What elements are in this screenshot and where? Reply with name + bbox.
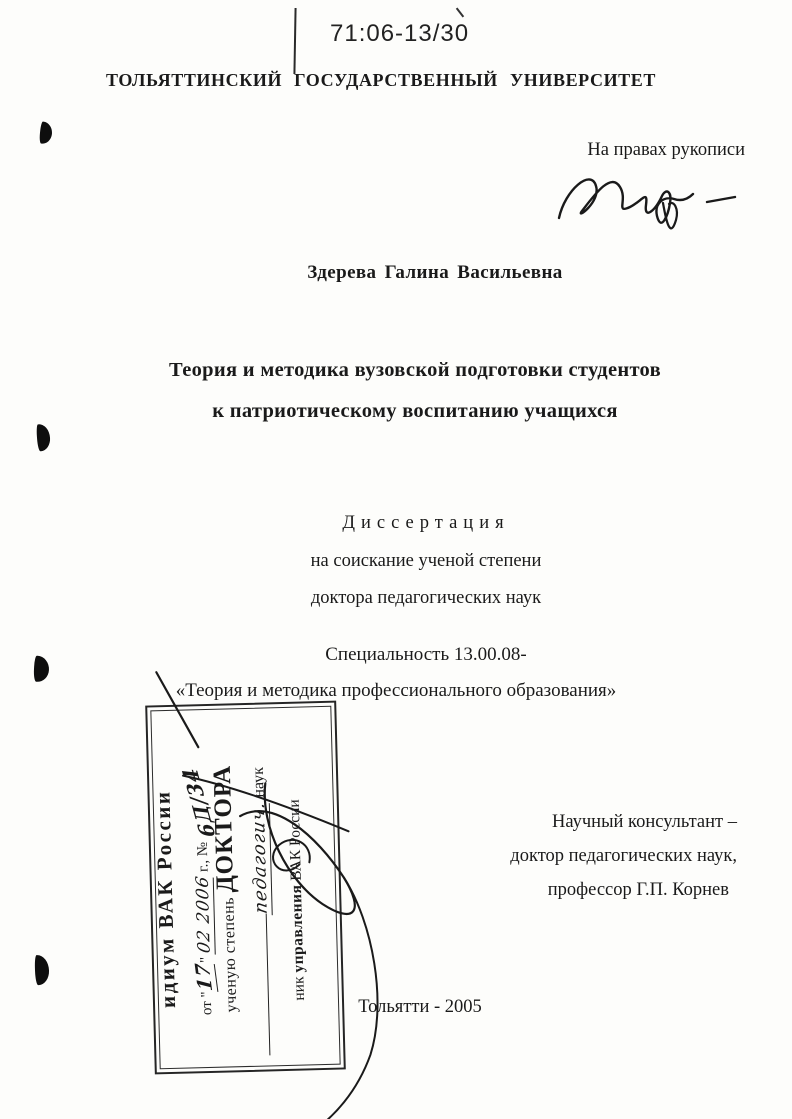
stamp-handwritten-field: педагогич. — [247, 800, 272, 916]
consultant-label: Научный консультант – — [552, 812, 737, 832]
ink-blob — [36, 424, 51, 452]
stamp-organization-line: идиум ВАК России — [150, 789, 181, 1009]
stamp-date-suffix: г., № — [194, 841, 212, 873]
consultant-name: профессор Г.П. Корнев — [547, 880, 729, 900]
specialty-code: Специальность 13.00.08- — [325, 644, 527, 665]
specialty-name: «Теория и методика профессионального образования» — [175, 680, 617, 701]
stamp-field-word: наук — [249, 766, 268, 798]
scan-tick-mark — [456, 8, 464, 18]
ink-blob — [39, 121, 53, 144]
margin-vertical-line — [293, 8, 296, 74]
stamp-handwritten-number: 6Д/34 — [176, 767, 221, 838]
city-and-year: Тольятти - 2005 — [358, 997, 482, 1017]
stamp-handwritten-day: 17 — [191, 962, 218, 993]
stamp-handwritten-monthyear: 02 2006 — [192, 874, 215, 955]
ink-blob — [33, 656, 49, 683]
stamp-degree-prefix: ученую степень — [220, 896, 241, 1013]
vak-approval-stamp — [145, 701, 346, 1075]
author-signature — [545, 156, 750, 248]
stamp-official-prefix: ник — [290, 976, 308, 1001]
thesis-type-label: Диссертация — [342, 513, 510, 533]
stamp-date-close: " — [197, 956, 214, 964]
manuscript-rights-note: На правах рукописи — [587, 140, 745, 160]
stamp-signature — [93, 628, 407, 1119]
consultant-degree: доктор педагогических наук, — [510, 846, 737, 866]
stamp-date-prefix: от " — [198, 991, 216, 1016]
author-name: Здерева Галина Васильевна — [307, 262, 563, 283]
dissertation-title-line1: Теория и методика вузовской подготовки студентов — [169, 359, 661, 381]
stamp-degree-word: ДОКТОРА — [208, 764, 240, 893]
university-name: ТОЛЬЯТТИНСКИЙ ГОСУДАРСТВЕННЫЙ УНИВЕРСИТЕТ — [105, 70, 657, 90]
stamp-official-bold: управления — [287, 884, 308, 973]
stamp-official-suffix: ВАК России — [285, 799, 305, 881]
signature-dash — [707, 197, 735, 202]
degree-line2: доктора педагогических наук — [310, 588, 542, 608]
ink-blob — [34, 955, 49, 985]
catalog-number: 71:06-13/30 — [330, 20, 470, 47]
degree-line1: на соискание ученой степени — [310, 551, 542, 571]
dissertation-title-line2: к патриотическому воспитанию учащихся — [212, 400, 618, 422]
